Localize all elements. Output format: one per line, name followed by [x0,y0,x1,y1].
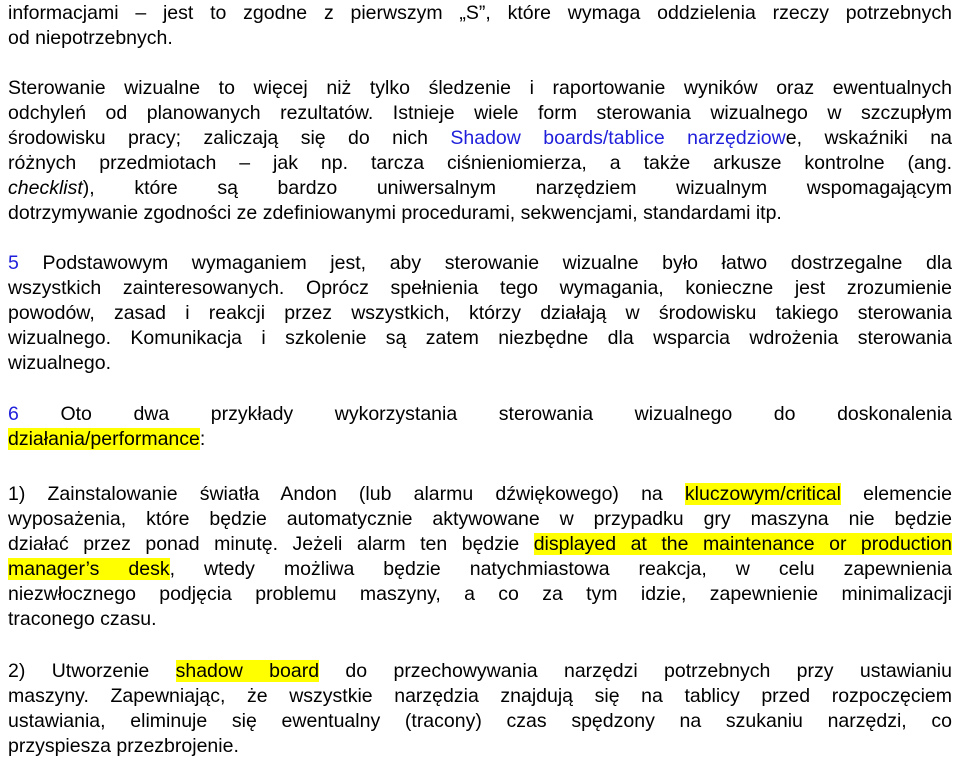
text-run: wizualnego. [8,327,131,349]
text-line [8,0,952,26]
text-run: do przechowywania narzędzi potrzebnych przy ustawianiu [319,660,952,682]
text-run: 1) Zainstalowanie światła Andon (lub alarmu dźwiękowego) na [8,483,685,505]
text-run: różnych przedmiotach – jak np. [8,152,371,174]
highlighted-term: działania/performance [8,428,200,450]
text-run: powodów, zasad i reakcji przez wszystkich, którzy działają w środowisku takiego sterowania [8,302,952,324]
text-run: odchyleń od planowanych rezultatów. [8,102,393,124]
text-line [8,481,952,507]
text-line [8,150,952,176]
text-run: Oprócz spełnienia tego wymagania, konieczne jest zrozumienie [306,277,952,299]
text-run: elemencie [840,483,952,505]
text-line [8,100,952,126]
text-run: informacjami – jest to zgodne z pierwszym „S”, które wymaga oddzielenia rzeczy potrzebnych [8,2,952,24]
highlighted-term: manager’s desk [8,558,170,580]
text-line [8,200,952,226]
text-run: dotrzymywanie zgodności ze zdefiniowanymi procedurami, sekwencjami, standardami itp. [8,202,782,224]
text-run: wizualnego. [8,352,111,374]
text-run: Istnieje wiele form sterowania wizualnego w szczupłym [392,102,952,124]
highlighted-term: kluczowym/critical [684,483,841,505]
highlighted-term: displayed at the maintenance or production [533,533,952,555]
text-line [8,75,952,101]
text-line [8,708,952,734]
text-line [8,506,952,532]
text-line [8,325,952,351]
text-run: tarcza ciśnieniomierza, a także arkusze kontrolne (ang. [370,152,952,174]
text-line [8,606,952,632]
highlighted-term: shadow board [175,660,320,682]
text-line [8,125,952,151]
text-run: : [199,428,206,450]
text-run: Komunikacja i szkolenie są zatem niezbędne dla wsparcia wdrożenia sterowania [130,327,952,349]
italic-term: checklist [8,177,83,199]
text-line [8,733,952,759]
text-line [8,426,952,452]
paragraph-number: 6 [8,403,19,425]
text-run: działać przez ponad minutę. [8,533,293,555]
text-run: Sterowanie wizualne to więcej niż tylko śledzenie i raportowanie wyników oraz ewentualnych [8,77,952,99]
text-run: Podstawowym wymaganiem jest, aby sterowanie wizualne było łatwo dostrzegalne dla [18,252,952,274]
text-run: traconego czasu. [8,608,157,630]
text-run: maszyny. [8,685,111,707]
text-run: Jeżeli alarm ten będzie [292,533,534,555]
text-line [8,531,952,557]
text-line [8,300,952,326]
text-run: środowisku pracy; zaliczają się do nich [8,127,451,149]
highlighted-term: Shadow boards/tablice narzędziow [450,127,786,149]
text-run: Zapewniając, że wszystkie narzędzia znajdują się na tablicy przed rozpoczęciem [110,685,952,707]
text-line [8,250,952,276]
text-line [8,683,952,709]
text-line [8,25,952,51]
text-line [8,175,952,201]
text-line [8,556,952,582]
text-run: niezwłocznego podjęcia problemu maszyny, a co za tym idzie, zapewnienie minimalizacji [8,583,952,605]
text-line [8,658,952,684]
text-run: , wtedy możliwa będzie natychmiastowa reakcja, w celu zapewnienia [169,558,953,580]
text-run: wszystkich zainteresowanych. [8,277,307,299]
paragraph-number: 5 [8,252,19,274]
text-run: 2) Utworzenie [8,660,176,682]
text-line [8,350,952,376]
text-run: od niepotrzebnych. [8,27,173,49]
text-run: przyspiesza przezbrojenie. [8,735,239,757]
text-run: ustawiania, eliminuje się ewentualny (tracony) czas spędzony na szukaniu narzędzi, co [8,710,952,732]
text-run: wyposażenia, które będzie automatycznie aktywowane w przypadku gry maszyna nie będzie [8,508,952,530]
text-line [8,401,952,427]
text-run: Oto dwa przykłady wykorzystania sterowania wizualnego do doskonalenia [18,403,952,425]
text-run: ), które są bardzo uniwersalnym narzędziem wizualnym wspomagającym [82,177,952,199]
text-line [8,581,952,607]
text-run: e, wskaźniki na [785,127,952,149]
text-line [8,275,952,301]
